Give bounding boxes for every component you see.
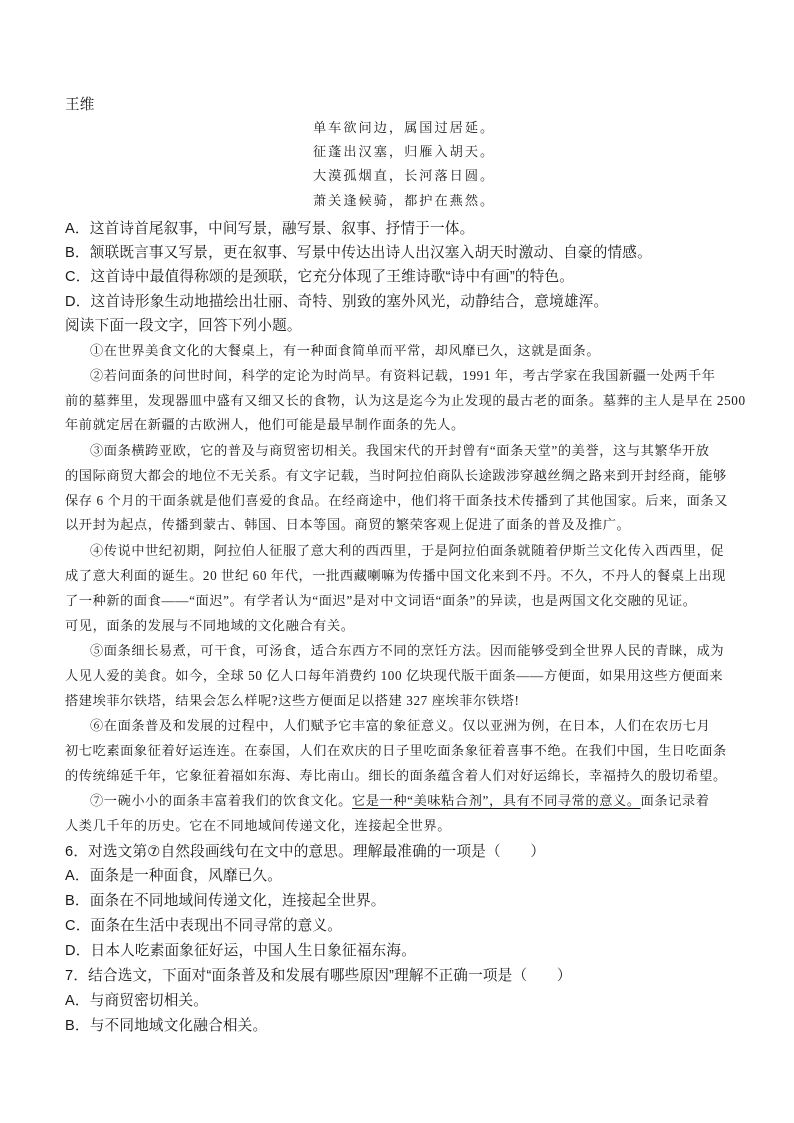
option-c: C．这首诗中最值得称颂的是颈联，它充分体现了王维诗歌“诗中有画”的特色。 bbox=[65, 269, 575, 285]
passage-line: 前的墓葬里，发现器皿中盛有又细又长的食物，认为这是迄今为止发现的最古老的面条。墓葬的主人是早在 2500 bbox=[65, 393, 746, 408]
underlined-sentence: 它是一种“美味粘合剂”，具有不同寻常的意义。 bbox=[351, 793, 641, 808]
q7-option-b: B．与不同地域文化融合相关。 bbox=[65, 1018, 268, 1034]
p7-text-tail: 面条记录着 bbox=[640, 793, 710, 808]
option-a: A．这首诗首尾叙事，中间写景，融写景、叙事、抒情于一体。 bbox=[65, 221, 475, 237]
q6-option-d: D．日本人吃素面象征好运，中国人生日象征福东海。 bbox=[65, 943, 416, 959]
passage-line: 人见人爱的美食。如今，全球 50 亿人口每年消费约 100 亿块现代版干面条——方便面，如果用这些方便面来 bbox=[65, 668, 724, 683]
poem-author: 王维 bbox=[65, 97, 95, 113]
passage-line: 了一种新的面食——“面迟”。有学者认为“面迟”是对中文词语“面条”的异读，也是两国文化交融的见证。 bbox=[65, 593, 697, 608]
option-d: D．这首诗形象生动地描绘出壮丽、奇特、别致的塞外风光，动静结合，意境雄浑。 bbox=[65, 294, 609, 310]
question-6-stem: 6．对选文第⑦自然段画线句在文中的意思。理解最准确的一项是（ ） bbox=[65, 844, 546, 860]
passage-line: 以开封为起点，传播到蒙古、韩国、日本等国。商贸的繁荣客观上促进了面条的普及及推广。 bbox=[65, 517, 631, 532]
p7-text: ⑦一碗小小的面条丰富着我们的饮食文化。 bbox=[90, 793, 352, 808]
poem-line-3: 大漠孤烟直，长河落日圆。 bbox=[313, 168, 496, 183]
passage-paragraph-7 bbox=[90, 790, 710, 809]
passage-line: 搭建埃菲尔铁塔，结果会怎么样呢?这些方便面足以搭建 327 座埃菲尔铁塔! bbox=[65, 693, 520, 708]
passage-line: ②若问面条的问世时间，科学的定论为时尚早。有资料记载，1991 年，考古学家在我国新疆一处两千年 bbox=[90, 368, 716, 383]
passage-line: 人类几千年的历史。它在不同地域间传递文化，连接起全世界。 bbox=[65, 818, 452, 833]
q6-option-a: A．面条是一种面食，风靡已久。 bbox=[65, 868, 283, 884]
passage-line: ①在世界美食文化的大餐桌上，有一种面食简单而平常，却风靡已久，这就是面条。 bbox=[90, 343, 601, 358]
passage-line: ③面条横跨亚欧，它的普及与商贸密切相关。我国宋代的开封曾有“面条天堂”的美誉，这与其繁华开放 bbox=[90, 443, 710, 458]
passage-line: ④传说中世纪初期，阿拉伯人征服了意大利的西西里，于是阿拉伯面条就随着伊斯兰文化传入西西里，促 bbox=[90, 543, 725, 558]
q7-option-a: A．与商贸密切相关。 bbox=[65, 993, 209, 1009]
poem-line-1: 单车欲问边，属国过居延。 bbox=[313, 120, 496, 135]
option-b: B．颔联既言事又写景，更在叙事、写景中传达出诗人出汉塞入胡天时激动、自豪的情感。 bbox=[65, 245, 652, 261]
passage-line: 的传统绵延千年，它象征着福如东海、寿比南山。细长的面条蕴含着人们对好运绵长，幸福持久的殷切希望。 bbox=[65, 768, 727, 783]
reading-instruction: 阅读下面一段文字，回答下列小题。 bbox=[65, 318, 302, 334]
poem-line-2: 征蓬出汉塞，归雁入胡天。 bbox=[313, 144, 496, 159]
passage-line: ⑥在面条普及和发展的过程中，人们赋予它丰富的象征意义。仅以亚洲为例，在日本，人们在农历七月 bbox=[90, 718, 711, 733]
passage-line: 初七吃素面象征着好运连连。在泰国，人们在欢庆的日子里吃面条象征着喜事不绝。在我们中国，生日吃面条 bbox=[65, 743, 727, 758]
poem-line-4: 萧关逢候骑，都护在燕然。 bbox=[313, 193, 496, 208]
passage-line: 保存 6 个月的干面条就是他们喜爱的食品。在经商途中，他们将干面条技术传播到了其他国家。后来，面条又 bbox=[65, 493, 728, 508]
passage-line: ⑤面条细长易煮，可干食，可汤食，适合东西方不同的烹饪方法。因而能够受到全世界人民的青睐，成为 bbox=[90, 643, 725, 658]
passage-line: 的国际商贸大都会的地位不无关系。有文字记载，当时阿拉伯商队长途跋涉穿越丝绸之路来到开封经商，能够 bbox=[65, 468, 727, 483]
passage-line: 年前就定居在新疆的古欧洲人，他们可能是最早制作面条的先人。 bbox=[65, 417, 465, 432]
passage-line: 可见，面条的发展与不同地域的文化融合有关。 bbox=[65, 618, 355, 633]
q6-option-c: C．面条在生活中表现出不同寻常的意义。 bbox=[65, 918, 343, 934]
q6-option-b: B．面条在不同地域间传递文化，连接起全世界。 bbox=[65, 893, 386, 909]
question-7-stem: 7．结合选文，下面对“面条普及和发展有哪些原因”理解不正确一项是（ ） bbox=[65, 968, 572, 984]
passage-line: 成了意大利面的诞生。20 世纪 60 年代，一批西藏喇嘛为传播中国文化来到不丹。不久，不丹人的餐桌上出现 bbox=[65, 568, 726, 583]
